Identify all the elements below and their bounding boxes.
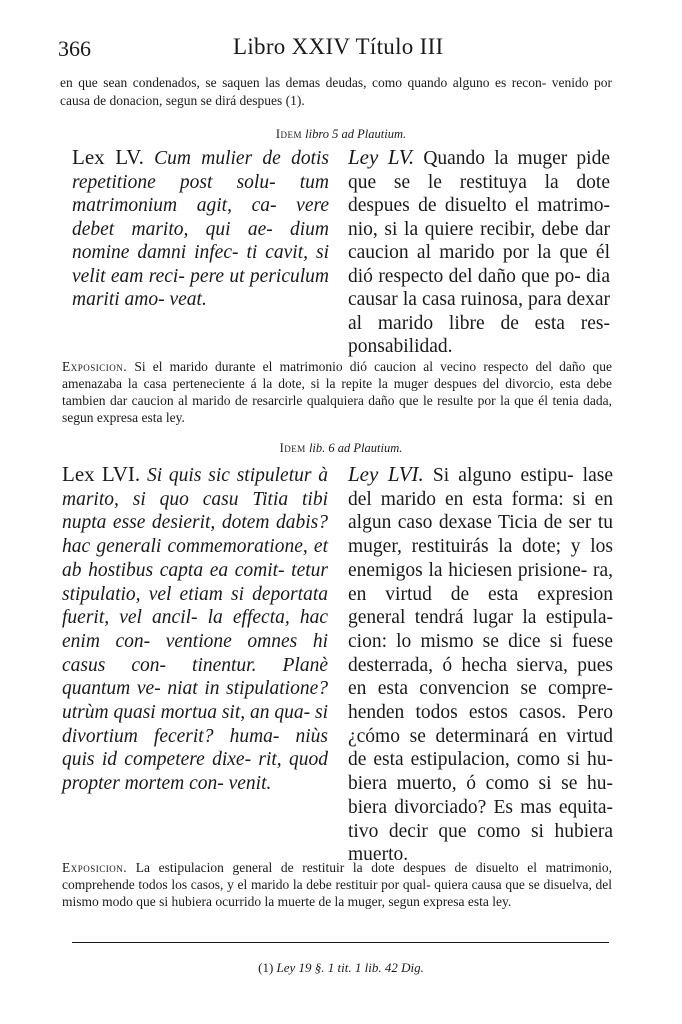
footnote-rule <box>72 942 609 943</box>
law56-exposition-text: La estipulacion general de restituir la dote despues de disuelto el matrimonio, comprehende todos los casos, y el marido la debe restituir por qual- quiera causa que se disuelva, del mismo modo que si hubiera ocurrido la muerte de la muger, segun expresa esta ley. <box>62 860 613 909</box>
footnote-marker: (1) <box>258 960 274 975</box>
page-number: 366 <box>58 36 91 61</box>
law56-spanish-column <box>348 463 613 867</box>
law55-exposition-label: Exposicion. <box>62 359 128 374</box>
law56-exposition <box>62 859 612 910</box>
law55-source-line <box>0 127 682 142</box>
running-title: Libro XXIV Título III <box>233 34 444 59</box>
law56-spanish-heading: Ley LVI. <box>348 462 424 486</box>
law56-source-line <box>0 441 682 456</box>
law56-latin-heading: Lex LVI. <box>62 462 141 486</box>
law55-source-ref: libro 5 ad Plautium. <box>305 127 407 141</box>
law56-spanish-text: Si alguno estipu- lase del marido en esta forma: si en algun caso dexase Ticia de ser tu muger, restituirás la dote; y los enemigos la hiciesen prisione- ra, en virtud de esta expresion general tendrá lugar la estipula- cion: lo mismo se dice si fuese desterrada, ó hecha sierva, pues en esta convencion se compre- henden todos estos casos. Pero ¿cómo se determinará en virtud de esta estipulacion, como si hu- biera muerto, ó como si se hu- biera divorciado? Es mas equita- tivo decir que como si hubiera muerto. <box>348 465 614 866</box>
law55-latin-text: Cum mulier de dotis repetitione post solu- tum matrimonium agit, ca- vere debet marito, qui ae- dium nomine damni infec- ti cavit, si velit eam reci- pere ut periculum mariti amo- veat. <box>72 148 329 310</box>
law55-spanish-text: Quando la muger pide que se le restituya la dote despues de disuelto el matrimo- nio, si la quiere recibir, debe dar caucion al marido por la que él dió respecto del daño que po- dia causar la casa ruinosa, para dexar al marido libre de esta res- ponsabilidad. <box>348 148 611 357</box>
law56-exposition-label: Exposicion. <box>62 860 128 875</box>
law55-spanish-heading: Ley LV. <box>348 145 415 169</box>
law55-exposition <box>62 358 612 426</box>
running-header <box>58 30 613 70</box>
law55-latin-column <box>72 146 329 312</box>
law55-latin-heading: Lex LV. <box>72 145 144 169</box>
law55-source-idem: Idem <box>275 127 303 141</box>
law56-latin-text: Si quis sic stipuletur à marito, si quo casu Titia tibi nupta esse desierit, dotem dabis? hac generali commemoratione, et ab hostibus capta ea comit- tetur stipulatio, vel etiam si deportata fuerit, vel ancil- la effecta, hac enim con- ventione omnes hi casus con- tinentur. Planè quantum ve- niat in stipulatione? utrùm quasi mortua sit, an qua- si divortium fecerit? huma- niùs quis id competere dixe- rit, quod propter mortem con- venit. <box>62 465 329 795</box>
footnote <box>0 960 682 976</box>
law56-latin-column <box>62 463 328 796</box>
footnote-text: Ley 19 §. 1 tit. 1 lib. 42 Dig. <box>276 960 424 975</box>
carryover-paragraph: en que sean condenados, se saquen las demas deudas, como quando alguno es recon- venido por causa de donacion, segun se dirá despues (1). <box>60 75 612 108</box>
law55-exposition-text: Si el marido durante el matrimonio dió caucion al vecino respecto del daño que amenazaba la casa perteneciente á la dote, si la repite la muger despues del divorcio, esta debe tambien dar caucion al marido de resarcirle qualquiera daño que le resulte por la que él tenia dada, segun expresa esta ley. <box>62 359 612 425</box>
law55-spanish-column <box>348 146 610 359</box>
law56-source-idem: Idem <box>279 441 306 455</box>
law56-source-ref: lib. 6 ad Plautium. <box>308 441 403 455</box>
